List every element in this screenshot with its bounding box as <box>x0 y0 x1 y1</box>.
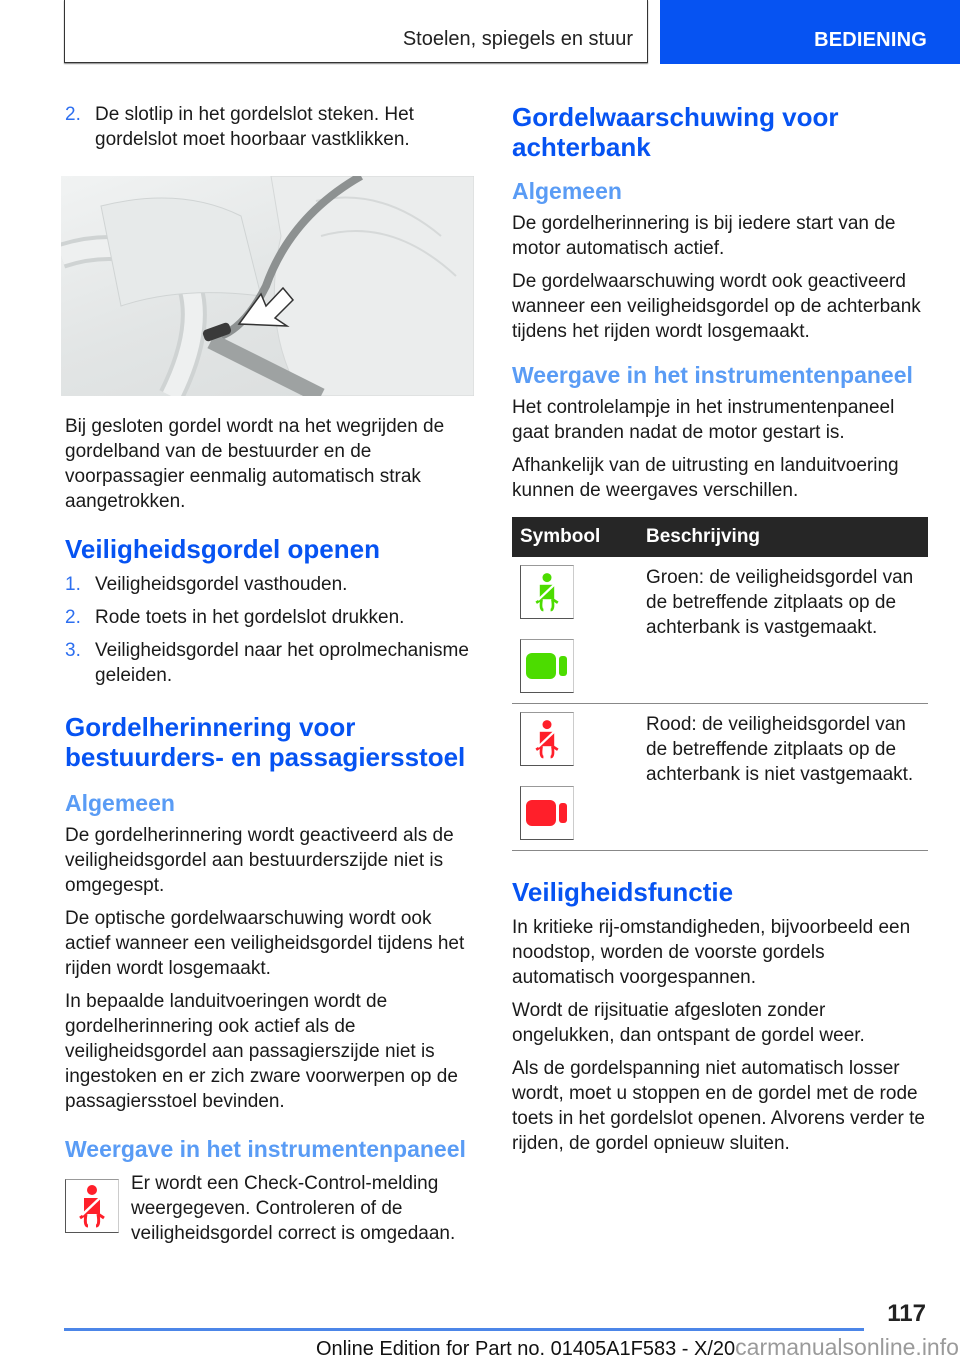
step-item <box>65 102 475 152</box>
paragraph: In kritieke rij-omstandigheden, bijvoorbeeld een noodstop, worden de voorste gordels automatisch voorgespannen. <box>512 917 911 988</box>
table-row <box>512 704 928 851</box>
seatbelt-buckle-illustration-icon <box>61 176 474 396</box>
step-text: Veiligheidsgordel naar het oprolmechanisme geleiden. <box>95 640 469 686</box>
page-number: 117 <box>887 1300 926 1327</box>
header-section-box <box>64 0 648 63</box>
seat-green-icon <box>520 639 574 693</box>
display-note-text: Er wordt een Check-Control-melding weergegeven. Controleren of de veiligheidsgordel correct is omgedaan. <box>131 1173 456 1244</box>
chapter-tab[interactable] <box>660 0 960 64</box>
heading-display: Weergave in het instrumentenpaneel <box>65 1136 466 1162</box>
step-number: 1. <box>65 574 81 595</box>
paragraph: De optische gordelwaarschuwing wordt ook actief wanneer een veiligheidsgordel tijdens het rijden wordt losgemaakt. <box>65 908 465 979</box>
heading-general: Algemeen <box>65 790 175 816</box>
column-header-description: Beschrijving <box>638 517 928 557</box>
heading-display: Weergave in het instrumentenpaneel <box>512 362 913 388</box>
right-column <box>512 102 928 1164</box>
footer-edition <box>316 1334 959 1361</box>
heading-general: Algemeen <box>512 178 622 204</box>
column-header-symbol: Symbool <box>512 517 638 557</box>
heading-seatbelt-reminder: Gordelherinnering voor bestuurders- en passagiersstoel <box>65 712 466 772</box>
paragraph: De gordelherinnering is bij iedere start van de motor automatisch actief. <box>512 213 896 259</box>
watermark-link[interactable]: carmanualsonline.info <box>735 1334 959 1360</box>
step-number: 2. <box>65 104 81 125</box>
step-item <box>65 605 475 630</box>
heading-open-seatbelt: Veiligheidsgordel openen <box>65 534 380 564</box>
seatbelt-green-icon <box>520 565 574 619</box>
step-item <box>65 638 475 688</box>
footer-divider <box>64 1328 864 1331</box>
seatbelt-red-icon <box>520 712 574 766</box>
paragraph: De gordelherinnering wordt geactiveerd als de veiligheidsgordel aan bestuurderszijde niet is omgegespt. <box>65 825 454 896</box>
display-note <box>65 1171 475 1246</box>
heading-safety-function: Veiligheidsfunctie <box>512 877 734 907</box>
tighten-paragraph: Bij gesloten gordel wordt na het wegrijden de gordelband van de bestuurder en de voorpassagier eenmalig automatisch strak aangetrokken. <box>65 416 445 512</box>
paragraph: In bepaalde landuitvoeringen wordt de gordelherinnering ook actief als de veiligheidsgordel aan passagierszijde niet is ingestoken en er zich zware voorwerpen op de passagiersstoel bevinden. <box>65 991 458 1112</box>
description-cell: Rood: de veiligheidsgordel van de betreffende zitplaats op de achterbank is niet vastgemaakt. <box>638 704 928 851</box>
step-item <box>65 572 475 597</box>
edition-text: Online Edition for Part no. 01405A1F583 - X/20 <box>316 1338 736 1360</box>
seat-red-icon <box>520 786 574 840</box>
chapter-tab-label: BEDIENING <box>814 29 927 51</box>
description-cell: Groen: de veiligheidsgordel van de betreffende zitplaats op de achterbank is vastgemaakt. <box>638 557 928 704</box>
seatbelt-warning-red-icon <box>65 1179 119 1233</box>
paragraph: Het controlelampje in het instrumentenpaneel gaat branden nadat de motor gestart is. <box>512 397 895 443</box>
paragraph: De gordelwaarschuwing wordt ook geactiveerd wanneer een veiligheidsgordel op de achterbank tijdens het rijden wordt losgemaakt. <box>512 271 921 342</box>
symbol-table <box>512 517 928 851</box>
step-number: 3. <box>65 640 81 661</box>
step-text: De slotlip in het gordelslot steken. Het gordelslot moet hoorbaar vastklikken. <box>95 104 414 150</box>
seatbelt-buckle-figure <box>61 176 474 396</box>
paragraph: Afhankelijk van de uitrusting en landuitvoering kunnen de weergaves verschillen. <box>512 455 899 501</box>
step-text: Veiligheidsgordel vasthouden. <box>95 574 348 595</box>
left-column <box>65 102 475 1246</box>
section-title: Stoelen, spiegels en stuur <box>402 28 633 50</box>
table-row <box>512 557 928 704</box>
step-text: Rode toets in het gordelslot drukken. <box>95 607 405 628</box>
paragraph: Als de gordelspanning niet automatisch losser wordt, moet u stoppen en de gordel met de rode toets in het gordelslot openen. Alvorens verder te rijden, de gordel opnieuw sluiten. <box>512 1058 925 1154</box>
heading-rear-seatbelt-warning: Gordelwaarschuwing voor achterbank <box>512 102 839 162</box>
paragraph: Wordt de rijsituatie afgesloten zonder ongelukken, dan ontspant de gordel weer. <box>512 1000 865 1046</box>
step-number: 2. <box>65 607 81 628</box>
table-header-row <box>512 517 928 557</box>
